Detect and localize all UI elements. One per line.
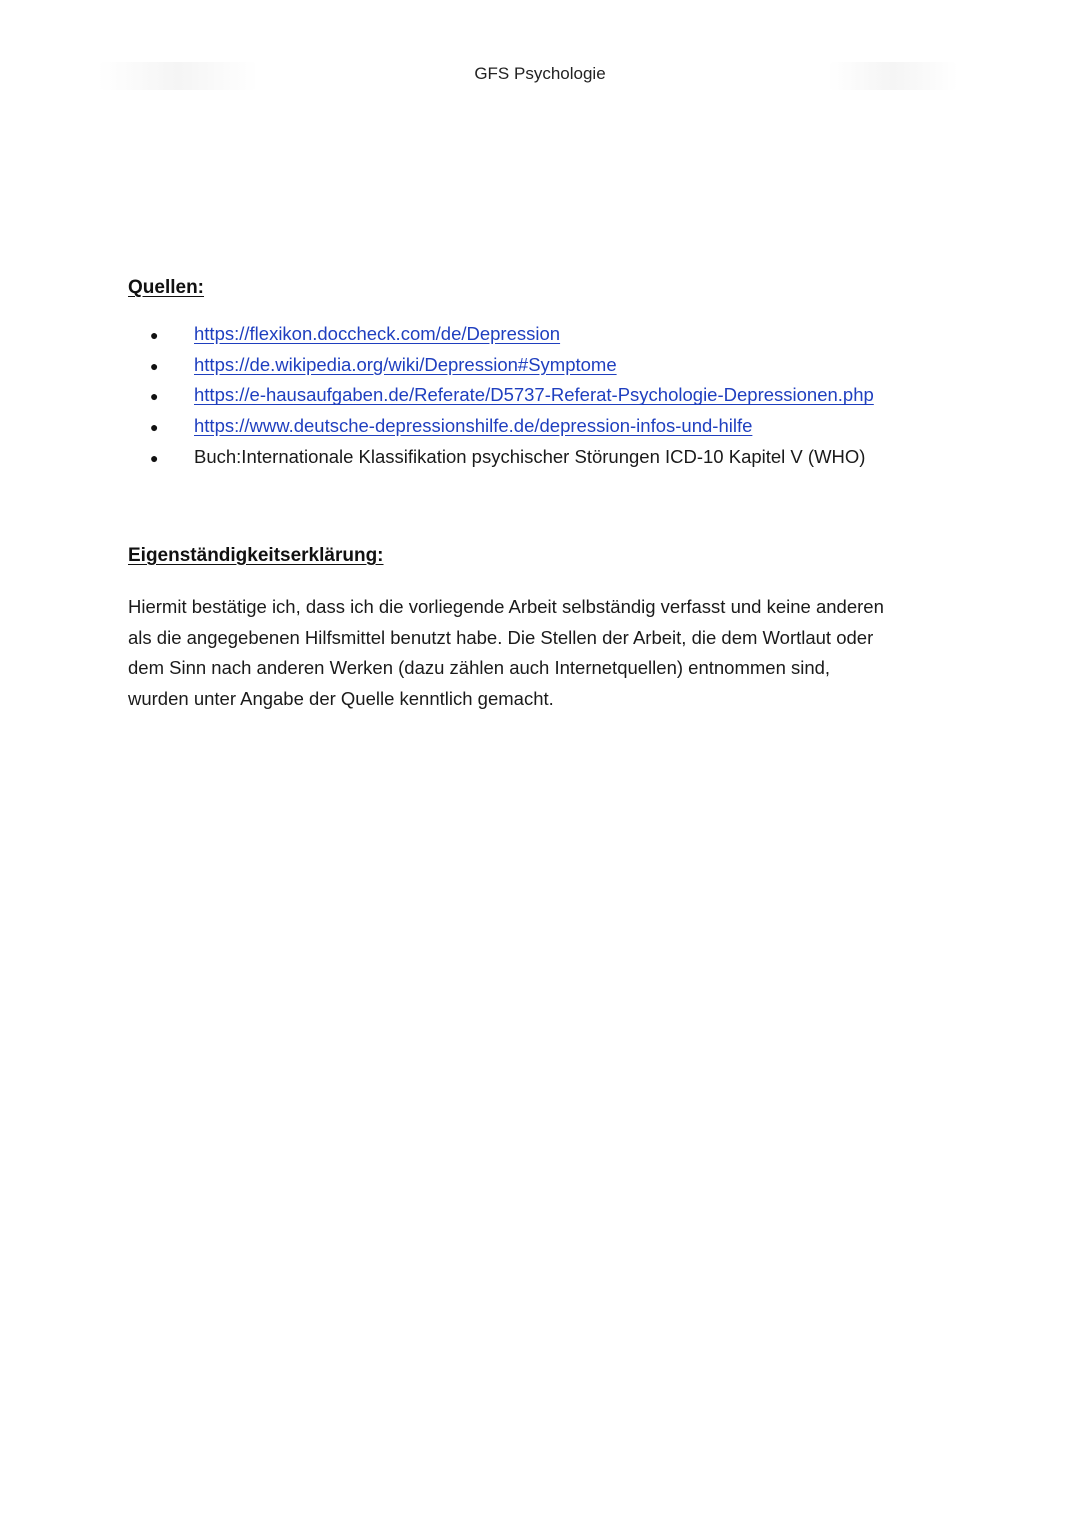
sources-heading: Quellen: [128, 277, 205, 298]
declaration-line: dem Sinn nach anderen Werken (dazu zählen auch Internetquellen) entnommen sind, [128, 657, 831, 679]
declaration-line: als die angegebenen Hilfsmittel benutzt habe. Die Stellen der Arbeit, die dem Wortlaut oder [128, 626, 874, 648]
source-item [150, 323, 874, 354]
source-link-e-hausaufgaben[interactable]: https://e-hausaufgaben.de/Referate/D5737-Referat-Psychologie-Depressionen.php [194, 384, 874, 406]
bullet-icon: ● [150, 357, 159, 374]
source-item [150, 354, 874, 385]
bullet-icon: ● [150, 327, 159, 343]
source-link-depressionshilfe[interactable]: https://www.deutsche-depressionshilfe.de/depression-infos-und-hilfe [194, 415, 753, 437]
declaration-paragraph [128, 592, 958, 715]
source-item [150, 415, 874, 446]
sources-list [150, 323, 874, 476]
declaration-line: wurden unter Angabe der Quelle kenntlich gemacht. [128, 688, 554, 710]
source-book: Buch:Internationale Klassifikation psychischer Störungen ICD-10 Kapitel V (WHO) [194, 445, 866, 467]
page-header-title: GFS Psychologie [474, 64, 606, 83]
declaration-line: Hiermit bestätige ich, dass ich die vorliegende Arbeit selbständig verfasst und keine anderen [128, 596, 884, 617]
source-item [150, 384, 874, 415]
bullet-icon: ● [150, 419, 159, 436]
bullet-icon: ● [150, 449, 159, 466]
source-item [150, 446, 874, 477]
bullet-icon: ● [150, 388, 159, 405]
declaration-heading: Eigenständigkeitserklärung: [128, 545, 384, 566]
source-link-wikipedia[interactable]: https://de.wikipedia.org/wiki/Depression#Symptome [194, 353, 617, 375]
source-link-doccheck[interactable]: https://flexikon.doccheck.com/de/Depression [194, 323, 561, 344]
